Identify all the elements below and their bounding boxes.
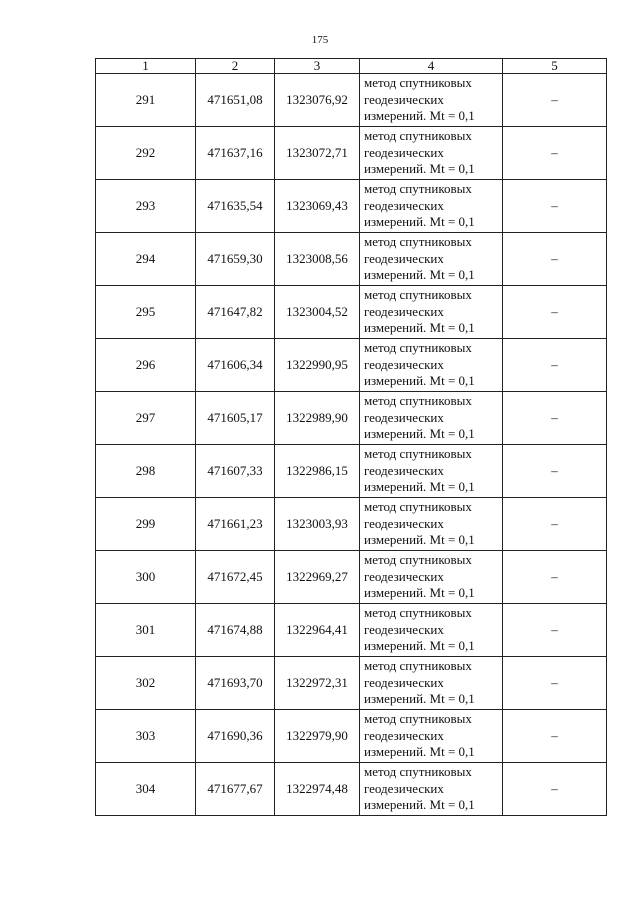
table-row [96, 710, 607, 763]
method-line: геодезических [364, 197, 444, 213]
point-number-cell: 300 [96, 551, 196, 604]
notes-cell: – [503, 339, 607, 392]
table-body [96, 74, 607, 816]
y-coordinate-cell: 1322989,90 [275, 392, 360, 445]
point-number-cell: 296 [96, 339, 196, 392]
method-line: измерений. Mt = 0,1 [364, 320, 475, 336]
point-number-cell: 303 [96, 710, 196, 763]
method-line: геодезических [364, 568, 444, 584]
method-line: метод спутниковых [364, 552, 472, 568]
notes-cell: – [503, 498, 607, 551]
method-line: геодезических [364, 780, 444, 796]
y-coordinate-cell: 1323008,56 [275, 233, 360, 286]
method-line: метод спутниковых [364, 446, 472, 462]
method-line: метод спутниковых [364, 75, 472, 91]
method-line: метод спутниковых [364, 605, 472, 621]
table-row [96, 127, 607, 180]
column-header-notes: 5 [503, 59, 607, 74]
method-line: измерений. Mt = 0,1 [364, 267, 475, 283]
notes-cell: – [503, 551, 607, 604]
method-cell [360, 339, 503, 392]
method-line: измерений. Mt = 0,1 [364, 797, 475, 813]
table-row [96, 763, 607, 816]
y-coordinate-cell: 1322972,31 [275, 657, 360, 710]
notes-cell: – [503, 392, 607, 445]
y-coordinate-cell: 1322990,95 [275, 339, 360, 392]
y-coordinate-cell: 1322986,15 [275, 445, 360, 498]
table-row [96, 445, 607, 498]
method-line: измерений. Mt = 0,1 [364, 214, 475, 230]
x-coordinate-cell: 471605,17 [196, 392, 275, 445]
x-coordinate-cell: 471674,88 [196, 604, 275, 657]
x-coordinate-cell: 471677,67 [196, 763, 275, 816]
notes-cell: – [503, 233, 607, 286]
method-line: метод спутниковых [364, 711, 472, 727]
x-coordinate-cell: 471659,30 [196, 233, 275, 286]
coordinates-table [95, 58, 607, 816]
y-coordinate-cell: 1322964,41 [275, 604, 360, 657]
y-coordinate-cell: 1323004,52 [275, 286, 360, 339]
point-number-cell: 293 [96, 180, 196, 233]
y-coordinate-cell: 1323069,43 [275, 180, 360, 233]
method-line: геодезических [364, 727, 444, 743]
point-number-cell: 294 [96, 233, 196, 286]
point-number-cell: 297 [96, 392, 196, 445]
x-coordinate-cell: 471661,23 [196, 498, 275, 551]
table-row [96, 286, 607, 339]
table-row [96, 233, 607, 286]
method-line: измерений. Mt = 0,1 [364, 426, 475, 442]
method-cell [360, 763, 503, 816]
method-line: измерений. Mt = 0,1 [364, 744, 475, 760]
table-row [96, 551, 607, 604]
x-coordinate-cell: 471690,36 [196, 710, 275, 763]
method-cell [360, 233, 503, 286]
table-header-row [96, 59, 607, 74]
method-line: геодезических [364, 674, 444, 690]
table-row [96, 339, 607, 392]
method-line: геодезических [364, 462, 444, 478]
method-line: измерений. Mt = 0,1 [364, 638, 475, 654]
x-coordinate-cell: 471651,08 [196, 74, 275, 127]
y-coordinate-cell: 1322974,48 [275, 763, 360, 816]
y-coordinate-cell: 1323072,71 [275, 127, 360, 180]
table-row [96, 604, 607, 657]
notes-cell: – [503, 127, 607, 180]
column-header-x-coordinate: 2 [196, 59, 275, 74]
notes-cell: – [503, 604, 607, 657]
x-coordinate-cell: 471693,70 [196, 657, 275, 710]
point-number-cell: 295 [96, 286, 196, 339]
method-line: измерений. Mt = 0,1 [364, 532, 475, 548]
method-cell [360, 604, 503, 657]
table-row [96, 392, 607, 445]
column-header-y-coordinate: 3 [275, 59, 360, 74]
y-coordinate-cell: 1323076,92 [275, 74, 360, 127]
method-line: измерений. Mt = 0,1 [364, 691, 475, 707]
notes-cell: – [503, 74, 607, 127]
method-line: измерений. Mt = 0,1 [364, 373, 475, 389]
method-cell [360, 127, 503, 180]
point-number-cell: 298 [96, 445, 196, 498]
x-coordinate-cell: 471607,33 [196, 445, 275, 498]
method-line: метод спутниковых [364, 287, 472, 303]
method-line: метод спутниковых [364, 181, 472, 197]
method-line: метод спутниковых [364, 499, 472, 515]
method-line: измерений. Mt = 0,1 [364, 585, 475, 601]
method-line: геодезических [364, 303, 444, 319]
method-cell [360, 445, 503, 498]
method-cell [360, 498, 503, 551]
method-line: измерений. Mt = 0,1 [364, 479, 475, 495]
column-header-point-number: 1 [96, 59, 196, 74]
method-line: геодезических [364, 250, 444, 266]
method-line: метод спутниковых [364, 234, 472, 250]
method-line: геодезических [364, 144, 444, 160]
notes-cell: – [503, 445, 607, 498]
method-line: геодезических [364, 515, 444, 531]
notes-cell: – [503, 763, 607, 816]
method-cell [360, 657, 503, 710]
table-row [96, 657, 607, 710]
method-line: геодезических [364, 621, 444, 637]
x-coordinate-cell: 471647,82 [196, 286, 275, 339]
point-number-cell: 299 [96, 498, 196, 551]
method-cell [360, 180, 503, 233]
notes-cell: – [503, 710, 607, 763]
method-cell [360, 710, 503, 763]
method-line: метод спутниковых [364, 658, 472, 674]
method-line: метод спутниковых [364, 393, 472, 409]
notes-cell: – [503, 180, 607, 233]
x-coordinate-cell: 471635,54 [196, 180, 275, 233]
method-line: геодезических [364, 409, 444, 425]
method-line: метод спутниковых [364, 128, 472, 144]
notes-cell: – [503, 657, 607, 710]
method-cell [360, 392, 503, 445]
point-number-cell: 302 [96, 657, 196, 710]
x-coordinate-cell: 471637,16 [196, 127, 275, 180]
point-number-cell: 304 [96, 763, 196, 816]
method-line: геодезических [364, 356, 444, 372]
table-row [96, 498, 607, 551]
method-line: измерений. Mt = 0,1 [364, 161, 475, 177]
page-number: 175 [311, 34, 329, 46]
point-number-cell: 292 [96, 127, 196, 180]
point-number-cell: 291 [96, 74, 196, 127]
x-coordinate-cell: 471672,45 [196, 551, 275, 604]
method-line: измерений. Mt = 0,1 [364, 108, 475, 124]
method-line: метод спутниковых [364, 340, 472, 356]
notes-cell: – [503, 286, 607, 339]
point-number-cell: 301 [96, 604, 196, 657]
column-header-method: 4 [360, 59, 503, 74]
table-row [96, 74, 607, 127]
method-cell [360, 74, 503, 127]
method-line: геодезических [364, 91, 444, 107]
y-coordinate-cell: 1322969,27 [275, 551, 360, 604]
y-coordinate-cell: 1323003,93 [275, 498, 360, 551]
method-cell [360, 286, 503, 339]
y-coordinate-cell: 1322979,90 [275, 710, 360, 763]
x-coordinate-cell: 471606,34 [196, 339, 275, 392]
method-cell [360, 551, 503, 604]
table-row [96, 180, 607, 233]
method-line: метод спутниковых [364, 764, 472, 780]
